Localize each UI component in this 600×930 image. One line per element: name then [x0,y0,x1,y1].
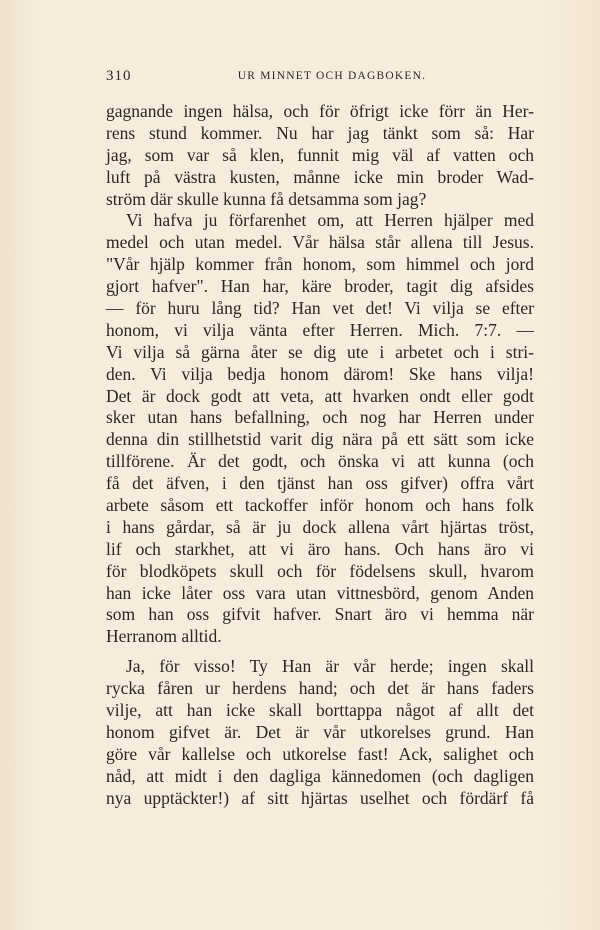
text-line: rens stund kommer. Nu har jag tänkt som så: Har [106,122,534,143]
page-header [106,68,534,92]
text-line: arbete såsom ett tackoffer inför honom och hans folk [106,495,534,516]
text-line: denna din stillhetstid varit dig nära på ett sätt som icke [106,429,534,450]
text-line: vilje, att han icke skall borttappa något af allt det [106,700,534,721]
text-line: Ja, för visso! Ty Han är vår herde; ingen skall [126,656,534,677]
text-line: nya upptäckter!) af sitt hjärtas uselhet och fördärf få [106,787,534,808]
text-line: göre vår kallelse och utkorelse fast! Ack, salighet och [106,743,534,764]
text-line: för blodköpets skull och för födelsens skull, hvarom [106,560,534,581]
text-line: nåd, att midt i den dagliga kännedomen (och dagligen [106,765,534,786]
text-line: sker utan hans befallning, och nog har Herren under [106,407,534,428]
text-line: honom gifvet är. Det är vår utkorelses grund. Han [106,721,534,742]
text-line: Herranom alltid. [106,626,222,647]
body-text [106,101,534,810]
text-line: jag, som var så klen, funnit mig väl af vatten och [106,144,534,165]
text-line: han icke låter oss vara utan vittnesbörd, genom Anden [106,582,534,603]
text-line: tillförene. Är det godt, och önska vi att kunna (och [106,451,534,472]
text-line: luft på västra kusten, månne icke min broder Wad- [106,166,534,187]
text-line: gagnande ingen hälsa, och för öfrigt icke förr än Her- [106,101,534,121]
text-line: få det äfven, i den tjänst han oss gifver) offra vårt [106,473,534,494]
text-line: den. Vi vilja bedja honom därom! Ske hans vilja! [106,363,534,384]
page-number: 310 [106,68,132,84]
text-line: medel och utan medel. Vår hälsa står allena till Jesus. [106,232,534,253]
text-line: som han oss gifvit hafver. Snart äro vi hemma när [106,604,534,625]
text-line: gjort hafver". Han har, käre broder, tagit dig afsides [106,276,534,297]
text-line: lif och starkhet, att vi äro hans. Och hans äro vi [106,538,534,559]
text-line: — för huru lång tid? Han vet det! Vi vilja se efter [106,298,534,319]
text-line: Det är dock godt att veta, att hvarken ondt eller godt [106,385,534,406]
text-line: Vi vilja så gärna åter se dig ute i arbetet och i stri- [106,341,534,362]
text-line: ström där skulle kunna få detsamma som jag? [106,188,427,209]
text-line: Vi hafva ju förfarenhet om, att Herren hjälper med [126,210,534,231]
text-line: rycka fåren ur herdens hand; och det är hans faders [106,678,534,699]
running-head: UR MINNET OCH DAGBOKEN. [237,70,427,82]
text-line: honom, vi vilja vänta efter Herren. Mich. 7:7. — [106,319,534,340]
text-line: i hans gårdar, så är ju dock allena vårt hjärtas tröst, [106,516,534,537]
text-line: "Vår hjälp kommer från honom, som himmel och jord [106,254,534,275]
